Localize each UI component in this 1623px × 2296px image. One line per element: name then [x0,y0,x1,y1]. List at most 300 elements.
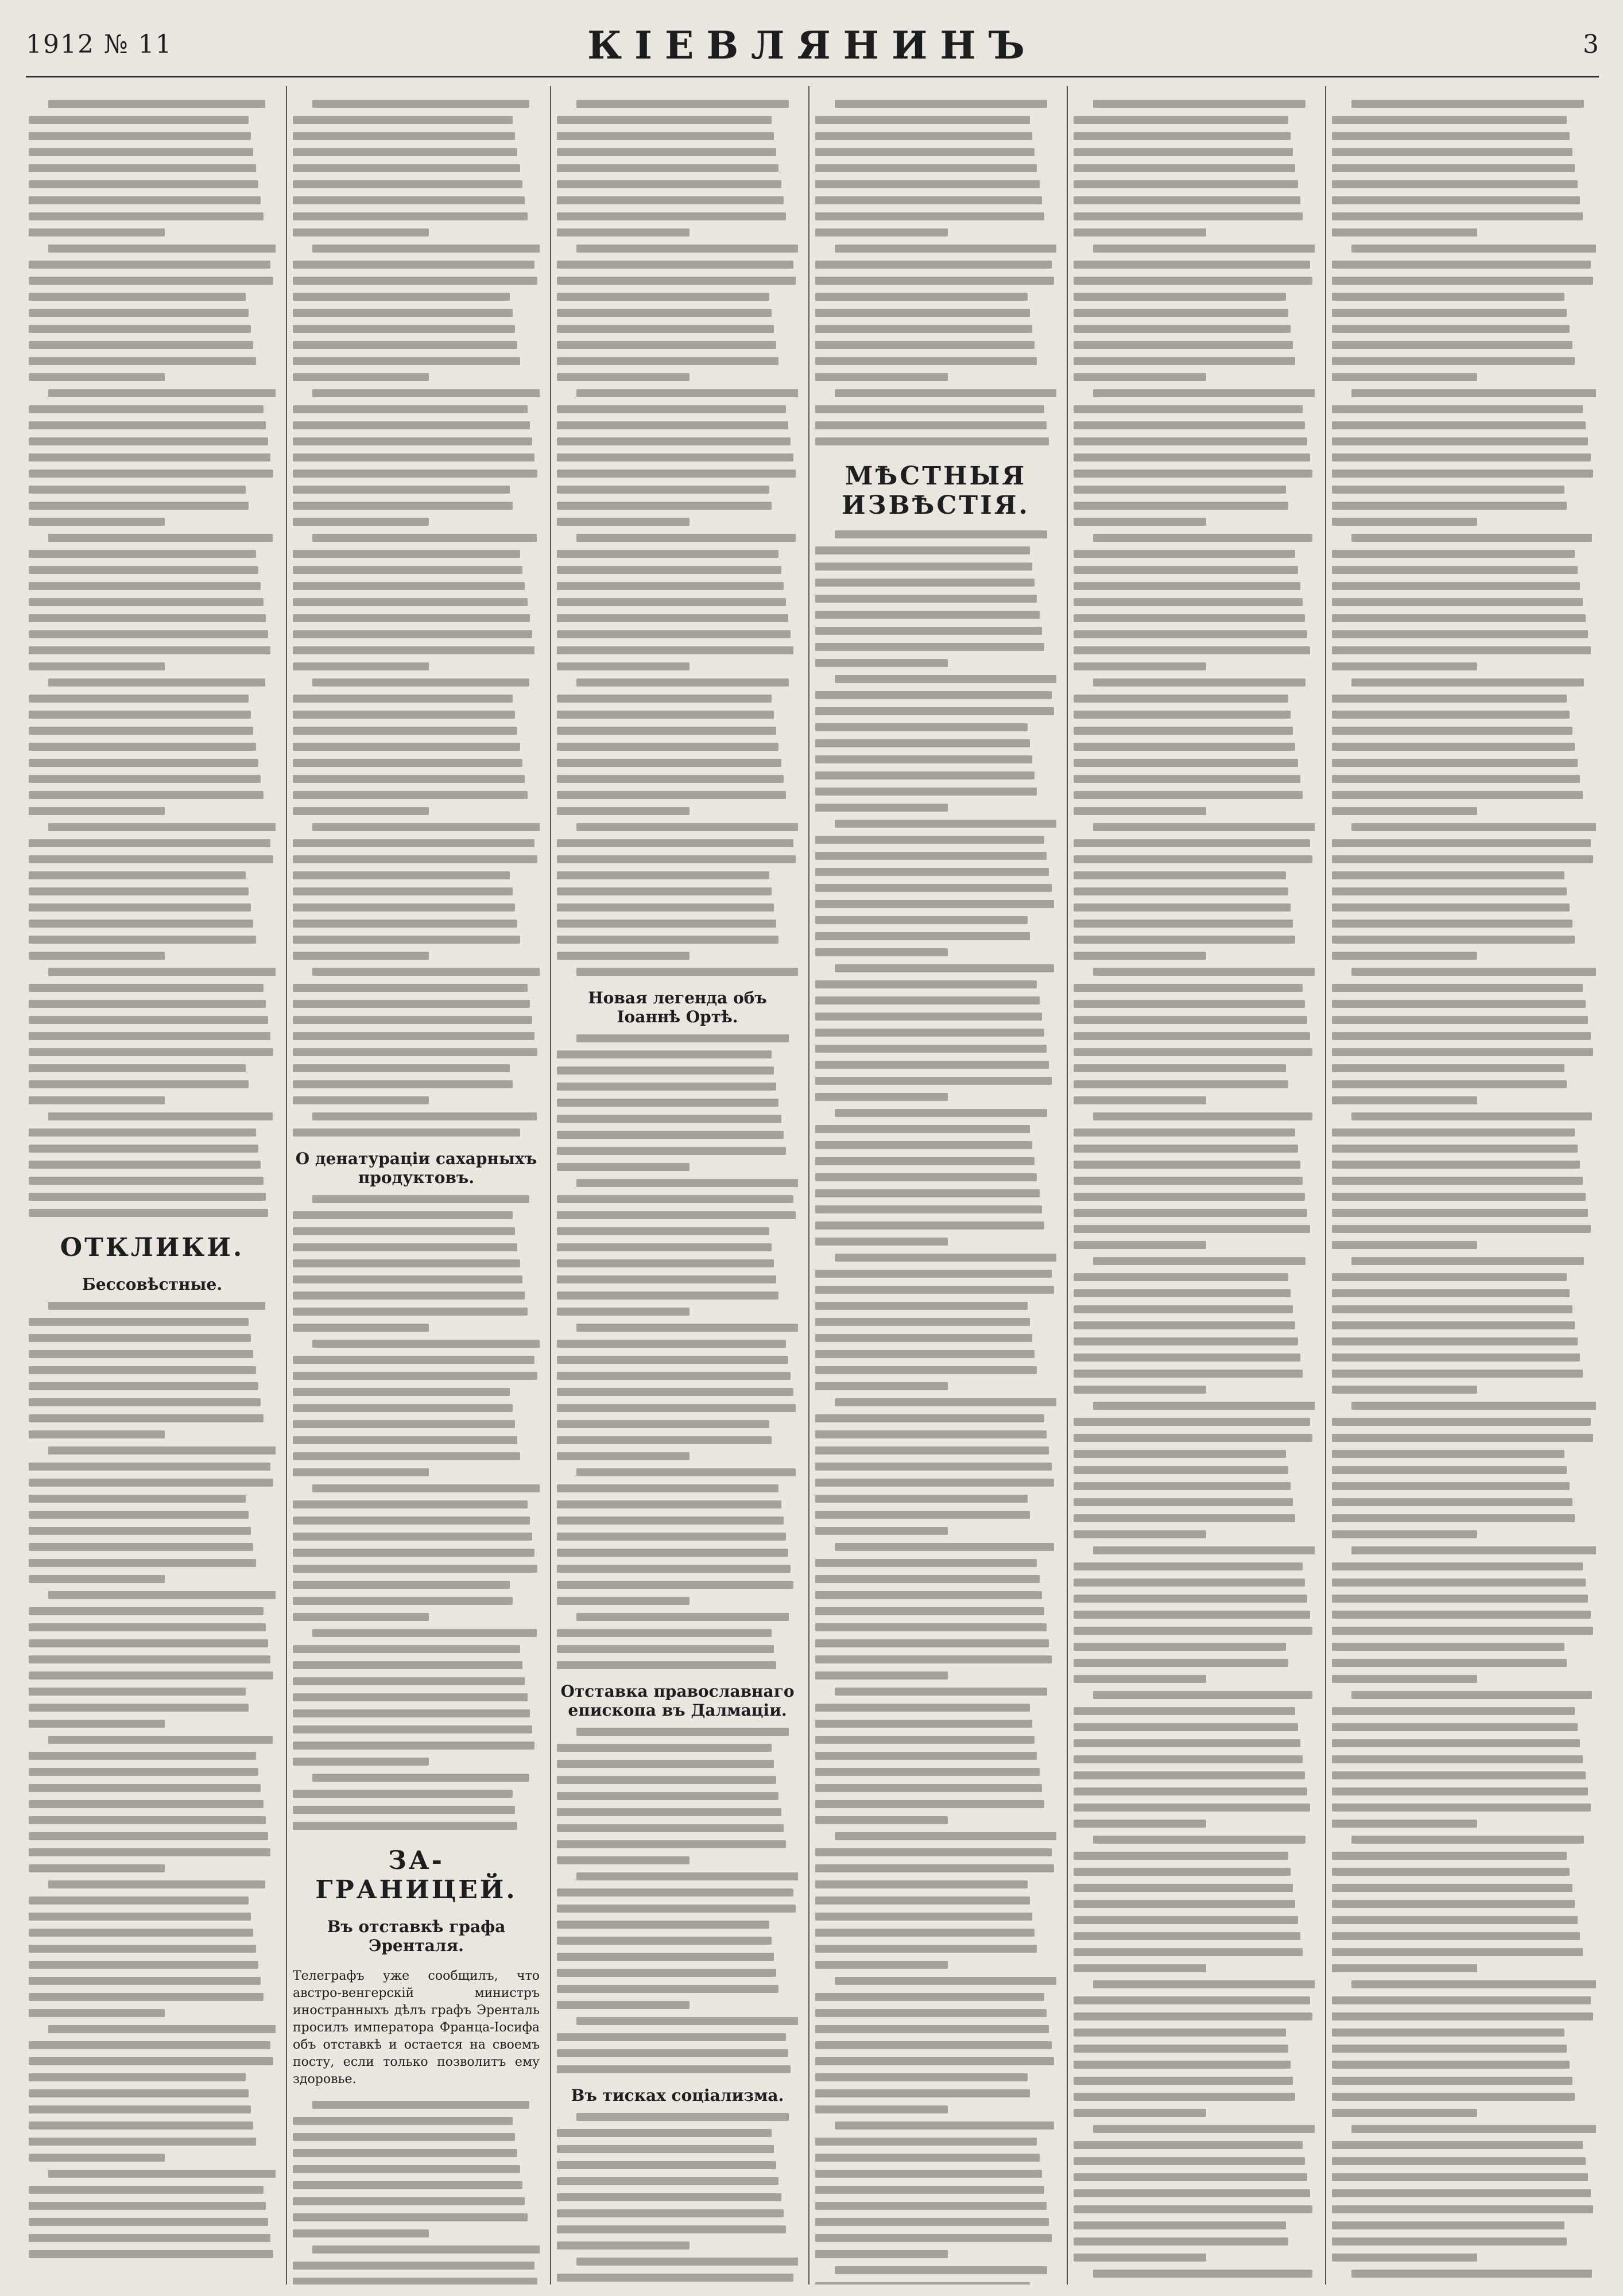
illegible-text-line [29,2202,266,2210]
illegible-text-block [815,530,1056,2285]
newspaper-title: КІЕВЛЯНИНЪ [587,23,1037,68]
illegible-text-line [1074,582,1300,590]
illegible-text-line [1074,2173,1307,2181]
illegible-text-line [557,1776,776,1784]
illegible-text-line [815,1077,1052,1085]
illegible-text-line [293,228,429,236]
illegible-text-line [312,2101,529,2109]
illegible-text-line [29,2138,256,2146]
illegible-text-line [815,1350,1035,1358]
illegible-text-line [1074,1707,1295,1715]
illegible-text-line [1074,936,1295,944]
illegible-text-line [557,2145,774,2153]
illegible-text-line [815,1093,948,1101]
illegible-text-line [29,920,253,928]
illegible-text-line [29,2089,249,2097]
illegible-text-line [557,952,690,960]
illegible-text-line [835,1254,1056,1262]
masthead [26,23,1599,69]
illegible-text-line [293,1292,525,1300]
illegible-text-line [815,1511,1030,1519]
illegible-text-line [1074,357,1295,365]
illegible-text-line [815,595,1037,603]
illegible-text-line [1093,1402,1315,1410]
illegible-text-line [835,1977,1056,1985]
illegible-text-line [1332,646,1591,654]
illegible-text-line [557,373,690,381]
illegible-text-line [1332,180,1578,188]
illegible-text-line [1074,1964,1206,1972]
illegible-text-line [29,1382,258,1390]
illegible-text-line [557,164,778,172]
illegible-text-line [29,807,165,815]
illegible-text-line [29,1080,249,1088]
illegible-text-line [293,1064,510,1072]
illegible-text-line [1093,2125,1315,2133]
illegible-text-block [815,100,1056,445]
illegible-text-line [1074,839,1310,847]
illegible-text-line [1074,1948,1303,1956]
illegible-text-line [835,675,1056,683]
illegible-text-line [557,453,793,461]
illegible-text-line [29,486,246,494]
illegible-text-line [293,1822,517,1830]
illegible-text-line [293,662,429,670]
illegible-text-line [293,775,525,783]
illegible-text-line [48,1446,276,1455]
illegible-text-line [29,341,253,349]
illegible-text-line [557,550,778,558]
illegible-text-line [557,1824,784,1832]
illegible-text-line [293,727,517,735]
illegible-text-line [1074,228,1206,236]
illegible-text-line [48,1736,273,1744]
illegible-text-line [1074,1370,1303,1378]
illegible-text-line [1074,1434,1312,1442]
illegible-text-line [1332,1884,1572,1892]
illegible-text-line [1332,293,1564,301]
illegible-text-line [293,1275,522,1283]
illegible-text-line [1074,1595,1307,1603]
illegible-text-line [1074,1321,1295,1329]
illegible-text-line [1332,2189,1591,2197]
illegible-text-line [293,341,517,349]
illegible-text-line [1332,855,1593,863]
illegible-text-line [1332,518,1477,526]
illegible-text-line [815,2234,1052,2242]
illegible-text-line [557,212,786,220]
illegible-text-line [1332,711,1570,719]
illegible-text-line [293,277,537,285]
illegible-text-line [557,903,774,912]
illegible-text-line [815,261,1052,269]
illegible-text-line [293,1565,537,1573]
section-heading-sotsialisty: Въ тисках соціализма. [571,2086,784,2105]
illegible-text-line [557,1147,786,1155]
illegible-text-line [293,1661,522,1669]
illegible-text-line [312,1112,537,1120]
illegible-text-line [293,807,429,815]
illegible-text-line [1351,1836,1584,1844]
illegible-text-line [815,1061,1049,1069]
illegible-text-line [29,2009,165,2017]
illegible-text-line [29,1784,261,1792]
illegible-text-line [293,582,525,590]
illegible-text-line [29,2250,273,2258]
illegible-text-line [1074,1064,1286,1072]
illegible-text-line [576,678,789,687]
illegible-text-line [815,1816,948,1824]
illegible-text-line [815,1655,1052,1663]
column-1 [29,92,276,2285]
illegible-text-line [29,1414,264,1422]
illegible-text-line [815,771,1035,779]
illegible-text-line [29,903,251,912]
illegible-text-line [557,437,791,445]
illegible-text-line [29,839,270,847]
erental-lead-paragraph: Телеграфъ уже сообщилъ, что австро-венгерскій министръ иностранныхъ дѣлъ графъ Эренталь просилъ императора Франца-Іосифа объ отставкѣ и остается на своемъ посту, если только позволитъ ему здоровье. [293,1969,540,2086]
illegible-text-line [815,1479,1054,1487]
illegible-text-line [557,2129,772,2137]
illegible-text-block [29,1302,276,2258]
illegible-text-line [1074,2061,1291,2069]
illegible-text-line [1074,518,1206,526]
illegible-text-line [1332,470,1593,478]
illegible-text-line [1074,1305,1293,1313]
illegible-text-line [1332,2109,1477,2117]
illegible-text-line [557,2209,784,2217]
illegible-text-line [1332,1337,1578,1345]
illegible-text-line [815,1527,948,1535]
illegible-text-line [293,518,429,526]
illegible-text-line [29,421,266,429]
illegible-text-line [557,1581,793,1589]
illegible-text-line [29,695,249,703]
illegible-text-line [815,1286,1054,1294]
illegible-text-line [293,598,528,606]
illegible-text-line [29,1993,264,2001]
illegible-text-line [815,1446,1049,1455]
illegible-text-line [1351,1980,1596,1988]
illegible-text-line [1351,823,1596,831]
illegible-text-line [29,1929,253,1937]
illegible-text-line [29,646,270,654]
illegible-text-line [1074,566,1298,574]
illegible-text-line [1074,807,1206,815]
illegible-text-line [312,1195,529,1203]
illegible-text-line [293,1549,534,1557]
illegible-text-line [1074,920,1293,928]
illegible-text-line [1074,743,1295,751]
illegible-text-line [1074,2237,1288,2245]
illegible-text-line [815,1671,948,1680]
illegible-text-line [293,1211,513,1219]
illegible-text-line [29,791,264,799]
illegible-text-line [29,1704,249,1712]
illegible-text-line [1074,775,1300,783]
subheading-erental: Въ отставкѣ графа Эренталя. [327,1917,506,1955]
illegible-text-line [815,611,1040,619]
illegible-text-line [1332,1530,1477,1538]
illegible-text-line [1093,100,1306,108]
illegible-text-line [1074,2189,1310,2197]
illegible-text-line [1093,968,1315,976]
illegible-text-line [815,1752,1037,1760]
illegible-text-line [29,1511,249,1519]
illegible-text-line [815,2009,1047,2017]
illegible-text-line [557,566,781,574]
illegible-text-line [293,373,429,381]
illegible-text-line [293,887,513,895]
illegible-text-line [1332,1145,1578,1153]
illegible-text-line [815,164,1037,172]
illegible-text-line [815,228,948,236]
illegible-text-line [815,1961,948,1969]
illegible-text-line [1332,1450,1564,1458]
illegible-text-line [293,196,525,204]
illegible-text-line [1332,261,1591,269]
illegible-text-line [557,309,772,317]
illegible-text-line [557,1808,781,1816]
illegible-text-line [293,1742,534,1750]
illegible-text-line [557,2274,793,2282]
illegible-text-line [835,245,1056,253]
illegible-text-line [312,678,529,687]
illegible-text-line [815,180,1040,188]
illegible-text-line [29,1543,253,1551]
illegible-text-line [1332,2173,1588,2181]
illegible-text-line [1332,2205,1593,2213]
illegible-text-line [1332,1064,1564,1072]
illegible-text-line [1351,1257,1584,1265]
illegible-text-line [293,2149,517,2157]
illegible-text-line [557,1969,776,1977]
illegible-text-line [1074,1514,1295,1522]
illegible-text-line [1074,1386,1206,1394]
illegible-text-line [1074,1562,1303,1570]
illegible-text-line [835,100,1047,108]
illegible-text-line [1074,1996,1310,2004]
illegible-text-line [1332,164,1575,172]
illegible-text-line [29,2234,270,2242]
illegible-text-line [1332,791,1583,799]
illegible-text-line [29,1639,268,1647]
illegible-text-line [29,1575,165,1583]
illegible-text-line [576,1613,789,1621]
illegible-text-line [557,1905,796,1913]
column-5 [1074,92,1315,2285]
illegible-text-line [1074,1852,1288,1860]
illegible-text-line [557,582,784,590]
illegible-text-line [293,405,528,413]
illegible-text-line [557,132,774,140]
illegible-text-line [29,711,251,719]
illegible-text-line [815,884,1052,892]
illegible-text-line [815,1720,1032,1728]
illegible-text-line [1332,405,1583,413]
column-2 [293,92,540,2285]
illegible-text-line [1332,1016,1588,1024]
illegible-text-line [1332,325,1570,333]
illegible-text-line [1074,1643,1286,1651]
illegible-text-line [293,1080,513,1088]
illegible-text-line [815,1495,1028,1503]
column-6 [1332,92,1596,2285]
illegible-text-line [815,1157,1035,1165]
illegible-text-line [557,807,690,815]
illegible-text-line [557,1937,772,1945]
illegible-text-line [29,1977,261,1985]
illegible-text-line [1332,1514,1575,1522]
illegible-text-line [29,325,251,333]
illegible-text-line [815,996,1040,1004]
illegible-text-line [815,1993,1044,2001]
illegible-text-line [1093,1980,1315,1988]
illegible-text-line [1332,2093,1575,2101]
illegible-text-line [1332,920,1572,928]
illegible-text-line [1074,1016,1307,1024]
illegible-text-line [293,2278,537,2285]
illegible-text-line [835,1688,1047,1696]
illegible-text-line [293,2229,429,2237]
illegible-text-line [1074,1578,1305,1587]
illegible-text-line [312,823,540,831]
illegible-text-line [815,1141,1032,1149]
illegible-text-line [557,1597,690,1605]
illegible-text-line [815,1913,1032,1921]
illegible-text-line [557,920,776,928]
illegible-text-line [293,1806,515,1814]
illegible-text-line [835,1109,1047,1117]
illegible-text-line [29,2186,264,2194]
illegible-text-line [293,180,522,188]
illegible-text-line [815,1784,1042,1792]
illegible-text-line [29,614,266,622]
illegible-text-line [815,1302,1028,1310]
illegible-text-line [1332,486,1564,494]
illegible-text-line [557,116,772,124]
illegible-text-line [29,2073,246,2081]
illegible-text-line [1332,566,1578,574]
illegible-text-line [557,293,769,301]
illegible-text-line [557,1259,774,1267]
illegible-text-line [29,1848,270,1856]
illegible-text-line [29,1398,261,1406]
illegible-text-line [557,1760,774,1768]
illegible-text-line [1332,277,1593,285]
illegible-text-line [815,1800,1044,1808]
illegible-text-line [29,164,256,172]
illegible-text-line [557,405,786,413]
illegible-text-line [1332,1739,1580,1747]
illegible-text-line [1332,341,1572,349]
illegible-text-line [1332,839,1591,847]
illegible-text-line [293,1259,520,1267]
illegible-text-line [576,1468,796,1476]
illegible-text-line [29,1032,270,1040]
illegible-text-line [1074,196,1300,204]
illegible-text-line [293,2213,528,2221]
illegible-text-line [557,1533,786,1541]
illegible-text-line [293,357,520,365]
illegible-text-line [1332,1787,1588,1795]
illegible-text-line [1332,984,1583,992]
illegible-text-line [1074,646,1310,654]
illegible-text-line [557,341,776,349]
page-number: 3 [1583,30,1599,59]
illegible-text-line [312,245,540,253]
illegible-text-line [293,646,534,654]
illegible-text-line [1332,727,1572,735]
illegible-text-line [1074,470,1312,478]
section-heading-mestnye: МѢСТНЫЯ ИЗВѢСТІЯ. [842,461,1030,520]
illegible-text-line [557,1050,772,1058]
illegible-text-line [1351,1112,1592,1120]
illegible-text-line [293,984,528,992]
illegible-text-line [557,936,778,944]
illegible-text-line [312,1340,540,1348]
illegible-text-line [293,1645,520,1653]
illegible-text-line [557,695,772,703]
illegible-text-line [557,1340,786,1348]
illegible-text-line [815,579,1035,587]
illegible-text-line [1332,1675,1477,1683]
illegible-text-line [293,711,515,719]
illegible-text-line [1332,1466,1567,1474]
illegible-text-line [312,1774,529,1782]
illegible-text-line [1332,2237,1567,2245]
illegible-text-line [293,116,513,124]
illegible-text-line [312,534,537,542]
illegible-text-line [1093,2270,1312,2278]
illegible-text-line [1074,662,1206,670]
illegible-text-line [557,1840,786,1848]
illegible-text-line [815,1945,1037,1953]
illegible-text-line [557,871,769,879]
illegible-text-line [293,1096,429,1104]
illegible-text-line [557,1308,690,1316]
illegible-text-line [815,1221,1044,1230]
illegible-text-line [815,2073,1028,2081]
illegible-text-line [29,871,246,879]
illegible-text-line [815,707,1054,715]
illegible-text-line [293,148,517,156]
illegible-text-line [1332,1386,1477,1394]
illegible-text-line [1074,2077,1293,2085]
illegible-text-line [835,1543,1054,1551]
illegible-text-line [29,630,268,638]
illegible-text-line [29,1655,270,1663]
illegible-text-line [1074,373,1206,381]
illegible-text-line [1332,582,1580,590]
illegible-text-line [1332,775,1580,783]
illegible-text-line [1351,100,1584,108]
illegible-text-line [557,839,793,847]
illegible-text-line [1074,2109,1206,2117]
illegible-text-line [1332,871,1564,879]
illegible-text-line [29,405,264,413]
illegible-text-line [557,486,769,494]
illegible-text-line [576,100,789,108]
illegible-text-line [1332,1193,1586,1201]
illegible-text-line [1332,743,1575,751]
illegible-text-line [293,1388,510,1396]
illegible-text-line [1093,534,1312,542]
illegible-text-line [1332,1080,1567,1088]
illegible-text-line [29,1177,264,1185]
illegible-text-line [293,486,510,494]
illegible-text-line [815,916,1028,924]
